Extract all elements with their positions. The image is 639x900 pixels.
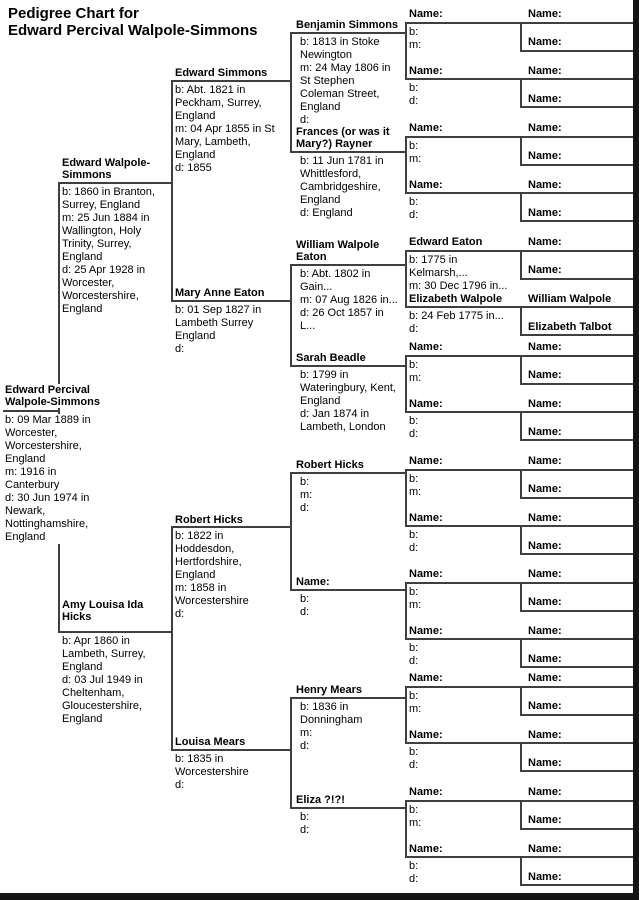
- person-name-41: Name:: [528, 264, 633, 276]
- ancestor-connector-line: [520, 22, 522, 52]
- person-detail-line: d:: [409, 95, 419, 107]
- person-name-28: Name:: [409, 672, 515, 684]
- sill-line: [405, 638, 520, 640]
- person-name-3: Amy Louisa Ida Hicks: [62, 599, 166, 623]
- person-name-7: Louisa Mears: [175, 736, 287, 748]
- sill-line: [520, 800, 633, 802]
- person-detail-line: b: 1835 in Worcestershire: [175, 753, 249, 778]
- person-details-5: [175, 304, 285, 356]
- person-detail-line: d:: [300, 114, 310, 126]
- person-name-4: Edward Simmons: [175, 67, 287, 79]
- person-name-61: Name:: [528, 814, 633, 826]
- person-detail-line: b: 24 Feb 1775 in...: [409, 310, 504, 322]
- person-detail-line: b:: [409, 642, 419, 654]
- chart-title-line2: Edward Percival Walpole-Simmons: [8, 22, 258, 39]
- sill-line: [520, 278, 633, 280]
- person-details-19: [409, 196, 509, 222]
- person-details-2: [62, 186, 163, 316]
- sill-line: [290, 472, 405, 474]
- ancestor-connector-line: [290, 32, 292, 153]
- person-detail-line: m: 1916 in Canterbury: [5, 466, 60, 491]
- person-name-20: Edward Eaton: [409, 236, 515, 248]
- person-name-39: Name:: [528, 207, 633, 219]
- person-detail-line: b: 1775 in Kelmarsh,...: [409, 254, 468, 279]
- sill-line: [520, 714, 633, 716]
- person-name-5: Mary Anne Eaton: [175, 287, 287, 299]
- person-detail-line: m:: [409, 486, 422, 498]
- person-name-54: Name:: [528, 625, 633, 637]
- person-name-30: Name:: [409, 786, 515, 798]
- sill-line: [520, 884, 633, 886]
- sill-line: [520, 742, 633, 744]
- sill-line: [171, 300, 290, 302]
- sill-line: [520, 250, 633, 252]
- person-detail-line: b: 1799 in Wateringbury, Kent, England: [300, 369, 396, 407]
- person-name-2: Edward Walpole-Simmons: [62, 157, 166, 181]
- person-detail-line: d:: [300, 606, 310, 618]
- sill-line: [520, 334, 633, 336]
- person-details-17: [409, 82, 509, 108]
- person-details-12: [300, 476, 399, 515]
- sill-line: [405, 686, 520, 688]
- sill-line: [405, 192, 520, 194]
- person-name-58: Name:: [528, 729, 633, 741]
- sill-line: [520, 582, 633, 584]
- person-detail-line: d: 26 Oct 1857 in L...: [300, 307, 384, 332]
- sill-line: [520, 411, 633, 413]
- sill-line: [520, 22, 633, 24]
- person-detail-line: m:: [409, 153, 422, 165]
- person-name-43: Elizabeth Talbot: [528, 321, 633, 333]
- sill-line: [405, 856, 520, 858]
- person-details-8: [300, 36, 399, 127]
- person-detail-line: b: Apr 1860 in Lambeth, Surrey, England: [62, 635, 146, 673]
- person-detail-line: d:: [409, 542, 419, 554]
- sill-line: [405, 355, 520, 357]
- person-details-6: [175, 530, 285, 621]
- person-detail-line: d:: [409, 428, 419, 440]
- person-detail-line: b: Abt. 1821 in Peckham, Surrey, England: [175, 84, 262, 122]
- person-details-1: [5, 414, 102, 544]
- person-name-46: Name:: [528, 398, 633, 410]
- person-details-25: [409, 529, 509, 555]
- person-name-22: Name:: [409, 341, 515, 353]
- person-detail-line: m: 25 Jun 1884 in Wallington, Holy Trinity, Surrey, England: [62, 212, 150, 263]
- ancestor-connector-line: [405, 582, 407, 640]
- person-details-16: [409, 26, 509, 52]
- sill-line: [290, 697, 405, 699]
- person-name-62: Name:: [528, 843, 633, 855]
- person-detail-line: m: 07 Aug 1826 in...: [300, 294, 398, 306]
- person-detail-line: m:: [409, 599, 422, 611]
- sill-line: [520, 469, 633, 471]
- person-details-24: [409, 473, 509, 499]
- person-detail-line: b:: [409, 746, 419, 758]
- sill-line: [405, 250, 520, 252]
- sill-line: [520, 525, 633, 527]
- person-name-27: Name:: [409, 625, 515, 637]
- person-detail-line: m:: [409, 372, 422, 384]
- person-name-57: Name:: [528, 700, 633, 712]
- person-name-53: Name:: [528, 596, 633, 608]
- sill-line: [405, 306, 520, 308]
- person-name-42: William Walpole: [528, 293, 633, 305]
- person-detail-line: m: 30 Dec 1796 in...: [409, 280, 508, 292]
- person-name-49: Name:: [528, 483, 633, 495]
- ancestor-connector-line: [520, 638, 522, 668]
- person-name-29: Name:: [409, 729, 515, 741]
- person-detail-line: b:: [300, 593, 310, 605]
- sill-line: [405, 22, 520, 24]
- person-name-59: Name:: [528, 757, 633, 769]
- person-name-37: Name:: [528, 150, 633, 162]
- sill-line: [3, 410, 58, 412]
- sill-line: [290, 151, 405, 153]
- ancestor-connector-line: [520, 582, 522, 612]
- ancestor-connector-line: [520, 136, 522, 166]
- person-name-25: Name:: [409, 512, 515, 524]
- person-name-44: Name:: [528, 341, 633, 353]
- sill-line: [520, 686, 633, 688]
- sill-line: [171, 80, 290, 82]
- person-details-11: [300, 369, 399, 434]
- person-detail-line: b:: [409, 586, 419, 598]
- person-name-63: Name:: [528, 871, 633, 883]
- person-details-3: [62, 635, 163, 726]
- person-detail-line: b:: [409, 690, 419, 702]
- person-details-23: [409, 415, 509, 441]
- person-details-27: [409, 642, 509, 668]
- person-name-13: Name:: [296, 576, 399, 588]
- sill-line: [290, 365, 405, 367]
- person-detail-line: d:: [175, 608, 185, 620]
- person-detail-line: d: 30 Jun 1974 in Newark, Nottinghamshire, England: [5, 492, 90, 543]
- person-name-40: Name:: [528, 236, 633, 248]
- sill-line: [405, 582, 520, 584]
- person-name-45: Name:: [528, 369, 633, 381]
- person-details-31: [409, 860, 509, 886]
- person-detail-line: b:: [409, 415, 419, 427]
- person-name-11: Sarah Beadle: [296, 352, 399, 364]
- sill-line: [520, 192, 633, 194]
- person-details-20: [409, 254, 509, 293]
- ancestor-connector-line: [520, 686, 522, 716]
- ancestor-connector-line: [520, 250, 522, 280]
- ancestor-connector-line: [290, 472, 292, 591]
- person-name-47: Name:: [528, 426, 633, 438]
- sill-line: [405, 136, 520, 138]
- person-name-60: Name:: [528, 786, 633, 798]
- person-detail-line: d: Jan 1874 in Lambeth, London: [300, 408, 386, 433]
- person-name-55: Name:: [528, 653, 633, 665]
- sill-line: [520, 828, 633, 830]
- sill-line: [520, 610, 633, 612]
- person-detail-line: b:: [409, 860, 419, 872]
- person-name-15: Eliza ?!?!: [296, 794, 399, 806]
- person-name-6: Robert Hicks: [175, 514, 287, 526]
- ancestor-connector-line: [405, 250, 407, 308]
- person-name-10: William Walpole Eaton: [296, 239, 399, 263]
- person-name-23: Name:: [409, 398, 515, 410]
- person-details-28: [409, 690, 509, 716]
- person-detail-line: m: 24 May 1806 in St Stephen Coleman Street, England: [300, 62, 391, 113]
- sill-line: [520, 553, 633, 555]
- person-detail-line: m:: [409, 817, 422, 829]
- ancestor-connector-line: [290, 697, 292, 809]
- ancestor-connector-line: [405, 355, 407, 413]
- person-detail-line: d: 25 Apr 1928 in Worcester, Worcestershire, England: [62, 264, 146, 315]
- person-name-19: Name:: [409, 179, 515, 191]
- person-name-24: Name:: [409, 455, 515, 467]
- person-name-1: Edward Percival Walpole-Simmons: [5, 384, 111, 408]
- person-detail-line: b:: [409, 359, 419, 371]
- person-detail-line: d:: [175, 779, 185, 791]
- person-name-34: Name:: [528, 65, 633, 77]
- page-border-right: [633, 0, 639, 900]
- sill-line: [290, 807, 405, 809]
- sill-line: [520, 666, 633, 668]
- person-detail-line: m: 04 Apr 1855 in St Mary, Lambeth, England: [175, 123, 275, 161]
- person-detail-line: b:: [409, 82, 419, 94]
- sill-line: [520, 355, 633, 357]
- person-detail-line: d: 03 Jul 1949 in Cheltenham, Gloucestershire, England: [62, 674, 143, 725]
- person-detail-line: m:: [300, 489, 313, 501]
- ancestor-connector-line: [405, 469, 407, 527]
- person-detail-line: b:: [409, 26, 419, 38]
- person-details-18: [409, 140, 509, 166]
- person-details-22: [409, 359, 509, 385]
- sill-line: [520, 383, 633, 385]
- person-detail-line: b:: [300, 476, 310, 488]
- person-detail-line: b:: [409, 529, 419, 541]
- ancestor-connector-line: [405, 22, 407, 80]
- person-detail-line: b:: [300, 811, 310, 823]
- person-detail-line: m:: [409, 703, 422, 715]
- person-details-29: [409, 746, 509, 772]
- person-details-30: [409, 804, 509, 830]
- person-details-15: [300, 811, 399, 837]
- person-detail-line: d:: [409, 873, 419, 885]
- sill-line: [405, 800, 520, 802]
- person-detail-line: b: 11 Jun 1781 in Whittlesford, Cambridgeshire, England: [300, 155, 384, 206]
- sill-line: [520, 856, 633, 858]
- ancestor-connector-line: [405, 800, 407, 858]
- person-name-51: Name:: [528, 540, 633, 552]
- page-border-bottom: [0, 893, 639, 900]
- person-details-7: [175, 753, 285, 792]
- sill-line: [171, 749, 290, 751]
- ancestor-connector-line: [290, 264, 292, 367]
- person-detail-line: b:: [409, 804, 419, 816]
- person-detail-line: m: 1858 in Worcestershire: [175, 582, 249, 607]
- person-name-14: Henry Mears: [296, 684, 399, 696]
- person-detail-line: b: 09 Mar 1889 in Worcester, Worcestershire, England: [5, 414, 91, 465]
- sill-line: [405, 469, 520, 471]
- person-detail-line: b: 1822 in Hoddesdon, Hertfordshire, England: [175, 530, 242, 581]
- person-name-16: Name:: [409, 8, 515, 20]
- person-details-26: [409, 586, 509, 612]
- person-detail-line: b: 1813 in Stoke Newington: [300, 36, 380, 61]
- ancestor-connector-line: [520, 78, 522, 108]
- sill-line: [520, 50, 633, 52]
- ancestor-connector-line: [520, 192, 522, 222]
- person-detail-line: d:: [409, 655, 419, 667]
- person-name-12: Robert Hicks: [296, 459, 399, 471]
- sill-line: [520, 770, 633, 772]
- person-detail-line: b:: [409, 473, 419, 485]
- person-details-10: [300, 268, 399, 333]
- ancestor-connector-line: [520, 306, 522, 336]
- person-name-50: Name:: [528, 512, 633, 524]
- ancestor-connector-line: [171, 80, 173, 302]
- person-detail-line: b:: [409, 196, 419, 208]
- sill-line: [405, 78, 520, 80]
- person-detail-line: m:: [409, 39, 422, 51]
- person-detail-line: d: 1855: [175, 162, 212, 174]
- sill-line: [520, 497, 633, 499]
- person-name-8: Benjamin Simmons: [296, 19, 399, 31]
- person-details-21: [409, 310, 509, 336]
- person-details-9: [300, 155, 399, 220]
- sill-line: [290, 264, 405, 266]
- person-details-4: [175, 84, 285, 175]
- sill-line: [520, 439, 633, 441]
- sill-line: [520, 638, 633, 640]
- person-detail-line: b: Abt. 1802 in Gain...: [300, 268, 371, 293]
- sill-line: [58, 182, 171, 184]
- person-name-9: Frances (or was it Mary?) Rayner: [296, 126, 399, 150]
- sill-line: [520, 306, 633, 308]
- sill-line: [290, 589, 405, 591]
- sill-line: [290, 32, 405, 34]
- sill-line: [58, 631, 171, 633]
- person-name-48: Name:: [528, 455, 633, 467]
- sill-line: [520, 136, 633, 138]
- person-detail-line: d:: [300, 824, 310, 836]
- ancestor-connector-line: [520, 525, 522, 555]
- ancestor-connector-line: [520, 355, 522, 385]
- person-details-14: [300, 701, 399, 753]
- sill-line: [405, 525, 520, 527]
- sill-line: [405, 411, 520, 413]
- person-detail-line: b:: [409, 140, 419, 152]
- ancestor-connector-line: [171, 526, 173, 751]
- person-name-35: Name:: [528, 93, 633, 105]
- chart-title-line1: Pedigree Chart for: [8, 5, 139, 22]
- person-name-17: Name:: [409, 65, 515, 77]
- ancestor-connector-line: [405, 686, 407, 744]
- ancestor-connector-line: [520, 469, 522, 499]
- ancestor-connector-line: [520, 411, 522, 441]
- sill-line: [171, 526, 290, 528]
- sill-line: [520, 164, 633, 166]
- person-detail-line: d:: [175, 343, 185, 355]
- person-detail-line: b: 1860 in Branton, Surrey, England: [62, 186, 155, 211]
- sill-line: [520, 78, 633, 80]
- person-detail-line: d: England: [300, 207, 353, 219]
- person-name-56: Name:: [528, 672, 633, 684]
- person-detail-line: d:: [300, 740, 310, 752]
- person-detail-line: d:: [409, 323, 419, 335]
- person-detail-line: b: 01 Sep 1827 in Lambeth Surrey England: [175, 304, 262, 342]
- person-details-13: [300, 593, 399, 619]
- person-detail-line: m:: [300, 727, 313, 739]
- person-name-21: Elizabeth Walpole: [409, 293, 515, 305]
- sill-line: [405, 742, 520, 744]
- person-name-32: Name:: [528, 8, 633, 20]
- person-name-52: Name:: [528, 568, 633, 580]
- person-detail-line: d:: [300, 502, 310, 514]
- ancestor-connector-line: [520, 800, 522, 830]
- person-detail-line: b: 1836 in Donningham: [300, 701, 363, 726]
- person-name-31: Name:: [409, 843, 515, 855]
- sill-line: [520, 106, 633, 108]
- person-name-33: Name:: [528, 36, 633, 48]
- sill-line: [520, 220, 633, 222]
- person-name-38: Name:: [528, 179, 633, 191]
- ancestor-connector-line: [520, 856, 522, 886]
- person-detail-line: d:: [409, 209, 419, 221]
- person-detail-line: d:: [409, 759, 419, 771]
- ancestor-connector-line: [405, 136, 407, 194]
- person-name-26: Name:: [409, 568, 515, 580]
- person-name-36: Name:: [528, 122, 633, 134]
- ancestor-connector-line: [520, 742, 522, 772]
- person-name-18: Name:: [409, 122, 515, 134]
